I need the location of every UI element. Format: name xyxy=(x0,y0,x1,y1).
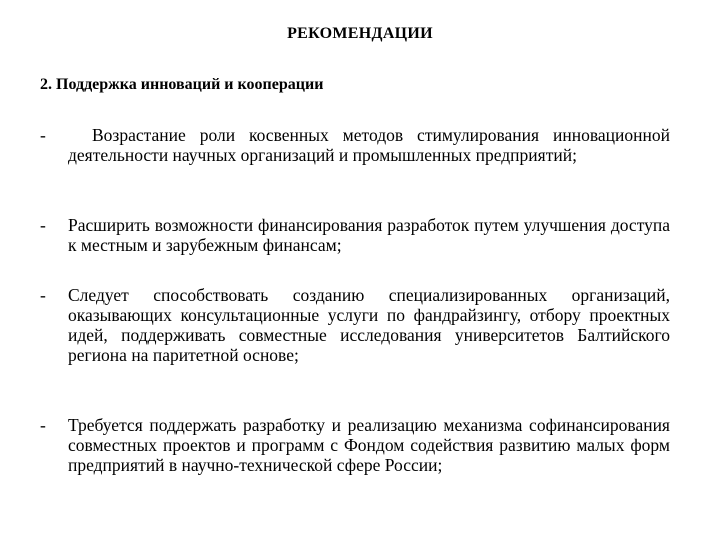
list-item-text: Возрастание роли косвенных методов стимулирования инновационной деятельности научных организаций и промышленных предприятий; xyxy=(68,125,670,165)
list-item xyxy=(40,285,670,365)
list-item-text: Расширить возможности финансирования разработок путем улучшения доступа к местным и зарубежным финансам; xyxy=(68,215,670,255)
list-item-text: Требуется поддержать разработку и реализацию механизма софинансирования совместных проектов и программ с Фондом содействия развитию малых форм предприятий в научно-технической сфере России; xyxy=(68,415,670,475)
list-item xyxy=(40,125,670,165)
bullet-dash: - xyxy=(40,215,46,235)
section-heading: 2. Поддержка инноваций и кооперации xyxy=(40,76,324,93)
list-item xyxy=(40,415,670,475)
list-item xyxy=(40,215,670,255)
list-item-text: Следует способствовать созданию специализированных организаций, оказывающих консультационные услуги по фандрайзингу, отбору проектных идей, поддерживать совместные исследования университетов Балтийского региона на паритетной основе; xyxy=(68,285,670,365)
bullet-dash: - xyxy=(40,285,46,305)
page-title: РЕКОМЕНДАЦИИ xyxy=(287,25,433,42)
bullet-dash: - xyxy=(40,415,46,435)
bullet-dash: - xyxy=(40,125,46,145)
